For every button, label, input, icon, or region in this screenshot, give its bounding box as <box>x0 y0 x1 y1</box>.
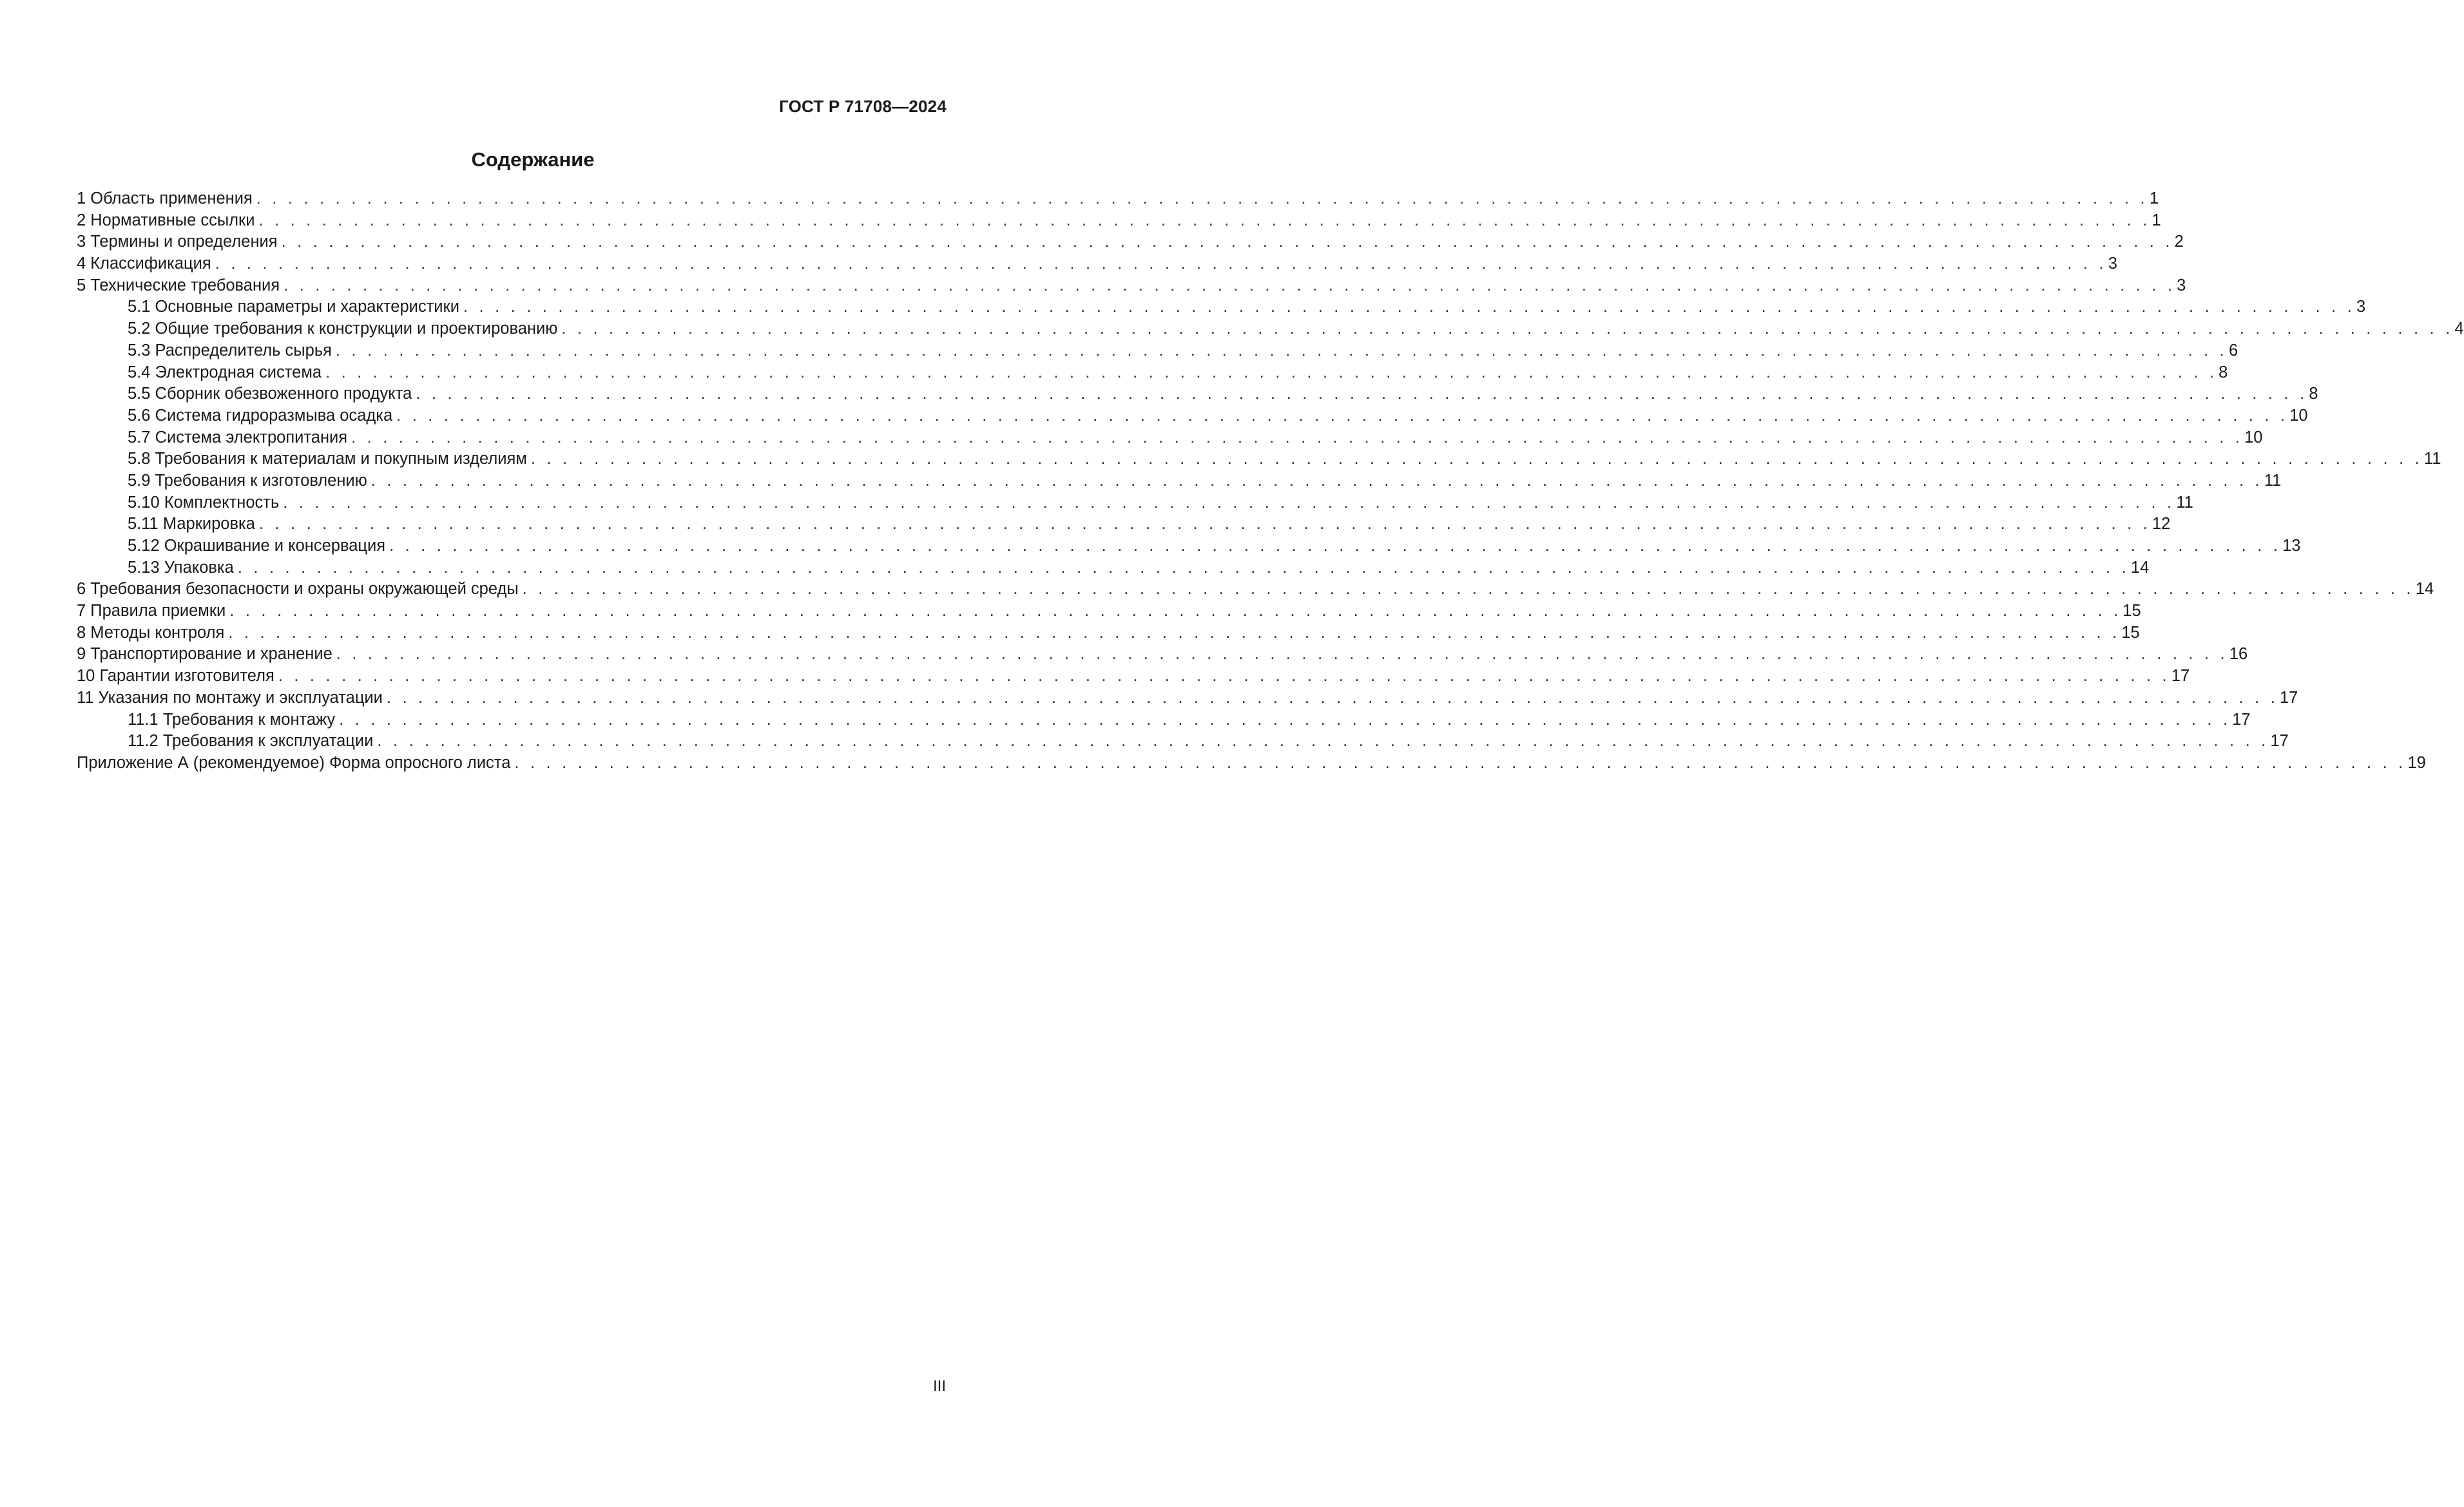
toc-dot-leader: . . . . . . . . . . . . . . . . . . . . . . . . . . . . . . . . . . . . . . . . . . . . . . . . . . . . . . . . . . . . . . . . . . . . . . . . . . . . . . . . . . . . . . . . . . . . . . . . . . . . . . . . . . . . . . . . . . . . . . . . <box>228 623 2121 642</box>
toc-entry[interactable] <box>77 189 2159 211</box>
toc-entry[interactable] <box>77 211 2161 233</box>
toc-entry-title: 11.1 Требования к монтажу <box>128 710 336 729</box>
toc-entry[interactable] <box>77 233 2184 254</box>
toc-entry[interactable] <box>77 602 2141 624</box>
toc-entry[interactable] <box>77 276 2186 298</box>
toc-entry-page: 8 <box>2309 385 2318 403</box>
toc-entry-page: 8 <box>2219 363 2228 381</box>
toc-entry-page: 3 <box>2177 276 2186 294</box>
toc-entry-page: 15 <box>2122 602 2141 620</box>
toc-entry[interactable] <box>77 450 2441 472</box>
toc-entry-page: 17 <box>2232 710 2251 729</box>
toc-entry-title: 5.10 Комплектность <box>128 493 280 512</box>
toc-entry[interactable] <box>77 406 2308 428</box>
toc-entry[interactable] <box>77 558 2150 581</box>
toc-dot-leader: . . . . . . . . . . . . . . . . . . . . . . . . . . . . . . . . . . . . . . . . . . . . . . . . . . . . . . . . . . . . . . . . . . . . . . . . . . . . . . . . . . . . . . . . . . . . . . . . . . . . . . . . . . . . . . . . . . . . . . . . <box>416 385 2308 403</box>
toc-dot-leader: . . . . . . . . . . . . . . . . . . . . . . . . . . . . . . . . . . . . . . . . . . . . . . . . . . . . . . . . . . . . . . . . . . . . . . . . . . . . . . . . . . . . . . . . . . . . . . . . . . . . . . . . . . . . . . . . . . . . . . . . <box>281 233 2173 251</box>
toc-entry-page: 4 <box>2454 320 2464 338</box>
toc-entry[interactable] <box>77 428 2263 450</box>
toc-entry-title: 5.8 Требования к материалам и покупным изделиям <box>128 450 527 468</box>
toc-entry-title: 11 Указания по монтажу и эксплуатации <box>77 688 383 707</box>
toc-entry-page: 3 <box>2108 254 2117 273</box>
toc-entry-title: 5.1 Основные параметры и характеристики <box>128 298 459 316</box>
toc-entry-page: 19 <box>2407 753 2426 772</box>
toc-dot-leader: . . . . . . . . . . . . . . . . . . . . . . . . . . . . . . . . . . . . . . . . . . . . . . . . . . . . . . . . . . . . . . . . . . . . . . . . . . . . . . . . . . . . . . . . . . . . . . . . . . . . . . . . . . . . . . . . . . . . . . . . <box>463 298 2356 316</box>
toc-entry-title: 8 Методы контроля <box>77 623 225 642</box>
toc-entry[interactable] <box>77 537 2301 559</box>
toc-entry-page: 15 <box>2121 623 2140 642</box>
page-number: III <box>932 1377 946 1395</box>
toc-dot-leader: . . . . . . . . . . . . . . . . . . . . . . . . . . . . . . . . . . . . . . . . . . . . . . . . . . . . . . . . . . . . . . . . . . . . . . . . . . . . . . . . . . . . . . . . . . . . . . . . . . . . . . . . . . . . . . . . . . . . . . . . <box>215 254 2107 273</box>
toc-entry-title: 5.3 Распределитель сырья <box>128 341 332 360</box>
toc-entry-page: 11 <box>2264 471 2282 490</box>
toc-dot-leader: . . . . . . . . . . . . . . . . . . . . . . . . . . . . . . . . . . . . . . . . . . . . . . . . . . . . . . . . . . . . . . . . . . . . . . . . . . . . . . . . . . . . . . . . . . . . . . . . . . . . . . . . . . . . . . . . . . . . . . . . <box>389 537 2282 555</box>
toc-entry-page: 14 <box>2130 558 2150 577</box>
toc-entry-title: Приложение А (рекомендуемое) Форма опросного листа <box>77 753 511 772</box>
toc-dot-leader: . . . . . . . . . . . . . . . . . . . . . . . . . . . . . . . . . . . . . . . . . . . . . . . . . . . . . . . . . . . . . . . . . . . . . . . . . . . . . . . . . . . . . . . . . . . . . . . . . . . . . . . . . . . . . . . . . . . . . . . . <box>237 558 2130 577</box>
toc-dot-leader: . . . . . . . . . . . . . . . . . . . . . . . . . . . . . . . . . . . . . . . . . . . . . . . . . . . . . . . . . . . . . . . . . . . . . . . . . . . . . . . . . . . . . . . . . . . . . . . . . . . . . . . . . . . . . . . . . . . . . . . . <box>377 732 2269 751</box>
toc-entry-title: 7 Правила приемки <box>77 602 226 620</box>
toc-entry[interactable] <box>77 623 2140 646</box>
toc-entry-title: 9 Транспортирование и хранение <box>77 645 332 664</box>
toc-entry-page: 10 <box>2244 428 2263 446</box>
toc-entry-page: 12 <box>2151 515 2171 533</box>
toc-dot-leader: . . . . . . . . . . . . . . . . . . . . . . . . . . . . . . . . . . . . . . . . . . . . . . . . . . . . . . . . . . . . . . . . . . . . . . . . . . . . . . . . . . . . . . . . . . . . . . . . . . . . . . . . . . . . . . . . . . . . . . . . <box>335 341 2228 360</box>
toc-entry-title: 2 Нормативные ссылки <box>77 211 255 229</box>
toc-dot-leader: . . . . . . . . . . . . . . . . . . . . . . . . . . . . . . . . . . . . . . . . . . . . . . . . . . . . . . . . . . . . . . . . . . . . . . . . . . . . . . . . . . . . . . . . . . . . . . . . . . . . . . . . . . . . . . . . . . . . . . . . <box>386 688 2278 707</box>
toc-entry[interactable] <box>77 580 2434 602</box>
toc-entry-title: 5.9 Требования к изготовлению <box>128 471 367 490</box>
toc-entry-title: 5.13 Упаковка <box>128 558 234 577</box>
toc-entry[interactable] <box>77 515 2171 537</box>
toc-entry-title: 5.12 Окрашивание и консервация <box>128 537 386 555</box>
toc-dot-leader: . . . . . . . . . . . . . . . . . . . . . . . . . . . . . . . . . . . . . . . . . . . . . . . . . . . . . . . . . . . . . . . . . . . . . . . . . . . . . . . . . . . . . . . . . . . . . . . . . . . . . . . . . . . . . . . . . . . . . . . . <box>283 493 2175 512</box>
toc-entry[interactable] <box>77 320 2464 341</box>
toc-entry[interactable] <box>77 363 2228 385</box>
toc-dot-leader: . . . . . . . . . . . . . . . . . . . . . . . . . . . . . . . . . . . . . . . . . . . . . . . . . . . . . . . . . . . . . . . . . . . . . . . . . . . . . . . . . . . . . . . . . . . . . . . . . . . . . . . . . . . . . . . . . . . . . . . . <box>229 602 2122 620</box>
toc-entry[interactable] <box>77 645 2248 667</box>
toc-entry-title: 5.7 Система электропитания <box>128 428 348 446</box>
toc-entry-title: 10 Гарантии изготовителя <box>77 667 274 686</box>
toc-entry-page: 17 <box>2270 732 2289 751</box>
toc-entry-title: 5.2 Общие требования к конструкции и проектированию <box>128 320 558 338</box>
toc-dot-leader: . . . . . . . . . . . . . . . . . . . . . . . . . . . . . . . . . . . . . . . . . . . . . . . . . . . . . . . . . . . . . . . . . . . . . . . . . . . . . . . . . . . . . . . . . . . . . . . . . . . . . . . . . . . . . . . . . . . . . . . . <box>351 428 2244 446</box>
toc-entry[interactable] <box>77 710 2251 733</box>
toc-entry-page: 16 <box>2229 645 2248 664</box>
toc-entry-page: 3 <box>2356 298 2366 316</box>
toc-entry[interactable] <box>77 471 2282 494</box>
toc-title: Содержание <box>471 148 595 171</box>
toc-dot-leader: . . . . . . . . . . . . . . . . . . . . . . . . . . . . . . . . . . . . . . . . . . . . . . . . . . . . . . . . . . . . . . . . . . . . . . . . . . . . . . . . . . . . . . . . . . . . . . . . . . . . . . . . . . . . . . . . . . . . . . . . <box>258 211 2151 229</box>
toc-dot-leader: . . . . . . . . . . . . . . . . . . . . . . . . . . . . . . . . . . . . . . . . . . . . . . . . . . . . . . . . . . . . . . . . . . . . . . . . . . . . . . . . . . . . . . . . . . . . . . . . . . . . . . . . . . . . . . . . . . . . . . . . <box>396 406 2289 425</box>
toc-entry-title: 3 Термины и определения <box>77 233 278 251</box>
toc-dot-leader: . . . . . . . . . . . . . . . . . . . . . . . . . . . . . . . . . . . . . . . . . . . . . . . . . . . . . . . . . . . . . . . . . . . . . . . . . . . . . . . . . . . . . . . . . . . . . . . . . . . . . . . . . . . . . . . . . . . . . . . . <box>561 320 2454 338</box>
toc-dot-leader: . . . . . . . . . . . . . . . . . . . . . . . . . . . . . . . . . . . . . . . . . . . . . . . . . . . . . . . . . . . . . . . . . . . . . . . . . . . . . . . . . . . . . . . . . . . . . . . . . . . . . . . . . . . . . . . . . . . . . . . . <box>371 471 2263 490</box>
toc-entry[interactable] <box>77 753 2426 776</box>
toc-dot-leader: . . . . . . . . . . . . . . . . . . . . . . . . . . . . . . . . . . . . . . . . . . . . . . . . . . . . . . . . . . . . . . . . . . . . . . . . . . . . . . . . . . . . . . . . . . . . . . . . . . . . . . . . . . . . . . . . . . . . . . . . <box>284 276 2176 294</box>
toc-entry-title: 4 Классификация <box>77 254 211 273</box>
toc-dot-leader: . . . . . . . . . . . . . . . . . . . . . . . . . . . . . . . . . . . . . . . . . . . . . . . . . . . . . . . . . . . . . . . . . . . . . . . . . . . . . . . . . . . . . . . . . . . . . . . . . . . . . . . . . . . . . . . . . . . . . . . . <box>256 189 2148 207</box>
toc-dot-leader: . . . . . . . . . . . . . . . . . . . . . . . . . . . . . . . . . . . . . . . . . . . . . . . . . . . . . . . . . . . . . . . . . . . . . . . . . . . . . . . . . . . . . . . . . . . . . . . . . . . . . . . . . . . . . . . . . . . . . . . . <box>336 645 2228 664</box>
toc-entry-page: 2 <box>2174 233 2184 251</box>
toc-dot-leader: . . . . . . . . . . . . . . . . . . . . . . . . . . . . . . . . . . . . . . . . . . . . . . . . . . . . . . . . . . . . . . . . . . . . . . . . . . . . . . . . . . . . . . . . . . . . . . . . . . . . . . . . . . . . . . . . . . . . . . . . <box>514 753 2407 772</box>
toc-entry-title: 1 Область применения <box>77 189 253 207</box>
toc-entry-title: 6 Требования безопасности и охраны окружающей среды <box>77 580 519 599</box>
toc-entry-page: 10 <box>2289 406 2308 425</box>
toc-entry[interactable] <box>77 254 2117 276</box>
toc-entry-page: 17 <box>2279 688 2298 707</box>
toc-entry-title: 5.6 Система гидроразмыва осадка <box>128 406 393 425</box>
toc-entry-page: 11 <box>2423 450 2441 468</box>
toc-dot-leader: . . . . . . . . . . . . . . . . . . . . . . . . . . . . . . . . . . . . . . . . . . . . . . . . . . . . . . . . . . . . . . . . . . . . . . . . . . . . . . . . . . . . . . . . . . . . . . . . . . . . . . . . . . . . . . . . . . . . . . . . <box>278 667 2170 686</box>
toc-dot-leader: . . . . . . . . . . . . . . . . . . . . . . . . . . . . . . . . . . . . . . . . . . . . . . . . . . . . . . . . . . . . . . . . . . . . . . . . . . . . . . . . . . . . . . . . . . . . . . . . . . . . . . . . . . . . . . . . . . . . . . . . <box>325 363 2218 381</box>
toc-entry-page: 1 <box>2151 211 2161 229</box>
table-of-contents <box>77 189 2464 776</box>
toc-entry[interactable] <box>77 493 2193 515</box>
toc-entry-title: 5 Технические требования <box>77 276 280 294</box>
toc-entry-page: 17 <box>2171 667 2190 686</box>
toc-dot-leader: . . . . . . . . . . . . . . . . . . . . . . . . . . . . . . . . . . . . . . . . . . . . . . . . . . . . . . . . . . . . . . . . . . . . . . . . . . . . . . . . . . . . . . . . . . . . . . . . . . . . . . . . . . . . . . . . . . . . . . . . <box>258 515 2151 533</box>
toc-entry-page: 11 <box>2176 493 2193 512</box>
toc-entry[interactable] <box>77 732 2289 754</box>
toc-entry[interactable] <box>77 298 2366 320</box>
toc-entry-page: 1 <box>2149 189 2159 207</box>
toc-entry-page: 14 <box>2415 580 2434 599</box>
toc-dot-leader: . . . . . . . . . . . . . . . . . . . . . . . . . . . . . . . . . . . . . . . . . . . . . . . . . . . . . . . . . . . . . . . . . . . . . . . . . . . . . . . . . . . . . . . . . . . . . . . . . . . . . . . . . . . . . . . . . . . . . . . . <box>530 450 2423 468</box>
toc-entry-title: 5.11 Маркировка <box>128 515 255 533</box>
toc-entry[interactable] <box>77 341 2238 363</box>
toc-entry-title: 11.2 Требования к эксплуатации <box>128 732 374 751</box>
toc-entry-title: 5.5 Сборник обезвоженного продукта <box>128 385 412 403</box>
toc-entry-page: 13 <box>2282 537 2301 555</box>
toc-entry-page: 6 <box>2228 341 2238 360</box>
toc-entry-title: 5.4 Электродная система <box>128 363 322 381</box>
toc-entry[interactable] <box>77 385 2318 407</box>
toc-entry[interactable] <box>77 688 2298 711</box>
toc-dot-leader: . . . . . . . . . . . . . . . . . . . . . . . . . . . . . . . . . . . . . . . . . . . . . . . . . . . . . . . . . . . . . . . . . . . . . . . . . . . . . . . . . . . . . . . . . . . . . . . . . . . . . . . . . . . . . . . . . . . . . . . . <box>339 710 2231 729</box>
document-code: ГОСТ Р 71708—2024 <box>779 97 947 116</box>
toc-entry[interactable] <box>77 667 2190 689</box>
toc-dot-leader: . . . . . . . . . . . . . . . . . . . . . . . . . . . . . . . . . . . . . . . . . . . . . . . . . . . . . . . . . . . . . . . . . . . . . . . . . . . . . . . . . . . . . . . . . . . . . . . . . . . . . . . . . . . . . . . . . . . . . . . . <box>522 580 2414 599</box>
